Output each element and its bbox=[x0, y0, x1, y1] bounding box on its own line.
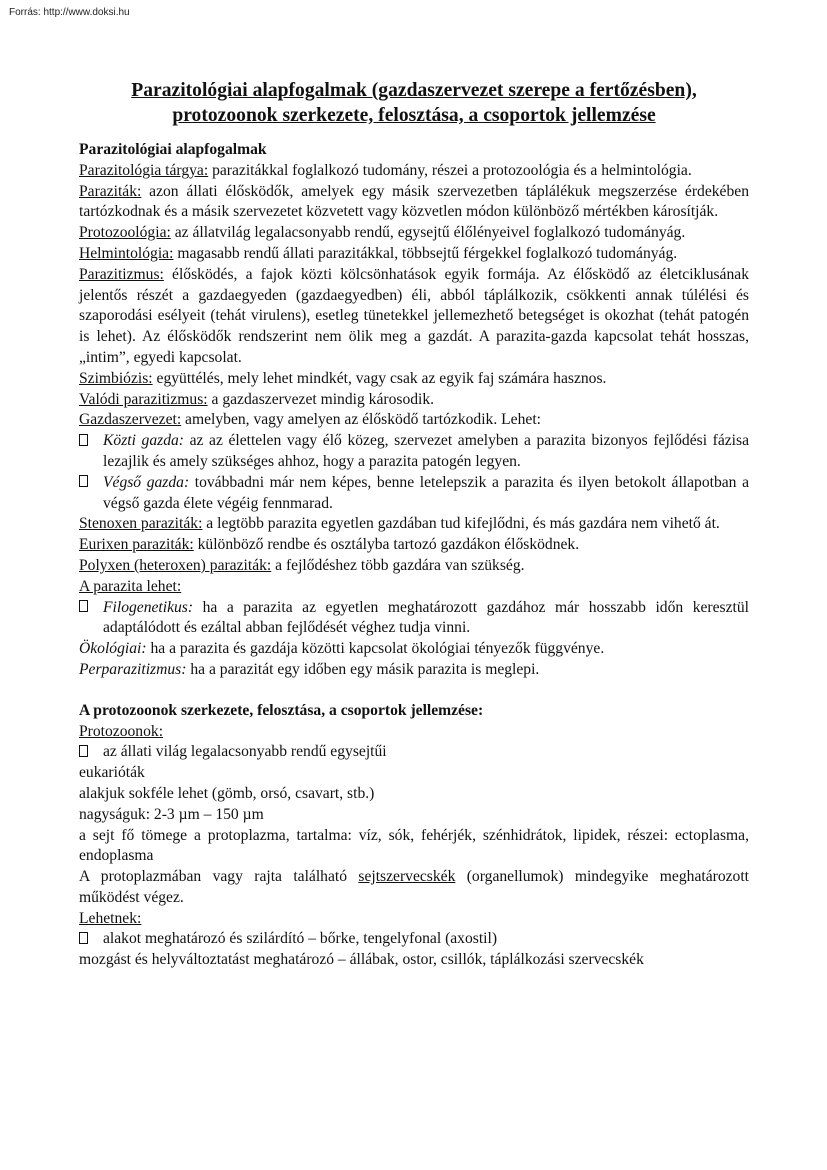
bullet-item bbox=[79, 929, 749, 950]
document-title bbox=[79, 78, 749, 128]
bullet-text: ha a parazita az egyetlen meghatározott gazdához már hosszabb időn keresztül adaptálódott és ezáltal abban fejlődését véghez tudja vinni. bbox=[103, 598, 749, 637]
title-line-1: Parazitológiai alapfogalmak (gazdaszervezet szerepe a fertőzésben), bbox=[131, 80, 697, 101]
definition-text: amelyben, vagy amelyen az élősködő tartózkodik. Lehet: bbox=[181, 411, 541, 429]
definition-paragraph bbox=[79, 535, 749, 556]
bullet-text: az az élettelen vagy élő közeg, szervezet amelyben a parazita bizonyos fejlődési fázisa lezajlik és amely szükséges ahhoz, hogy a parazita patogén legyen. bbox=[103, 432, 749, 470]
bullet-term: Végső gazda: bbox=[103, 473, 190, 491]
definition-term: Valódi parazitizmus: bbox=[79, 390, 208, 408]
body-line: mozgást és helyváltoztatást meghatározó – állábak, ostor, csillók, táplálkozási szervecskék bbox=[79, 951, 644, 969]
bullet-box-icon bbox=[79, 742, 103, 763]
definition-term: Parazitológia tárgya: bbox=[79, 161, 209, 179]
definition-paragraph bbox=[79, 265, 749, 369]
definition-term: Szimbiózis: bbox=[79, 369, 153, 387]
section-heading-basics: Parazitológiai alapfogalmak bbox=[79, 141, 267, 158]
parasite-types-label bbox=[79, 577, 749, 598]
definition-text: magasabb rendű állati parazitákkal, többsejtű férgekkel foglalkozó tudományág. bbox=[173, 244, 678, 262]
definition-text: a gazdaszervezet mindig károsodik. bbox=[207, 390, 435, 408]
organelle-post: (organellumok) mindegyike meghatározott működést végez. bbox=[79, 868, 749, 906]
bullet-term: Filogenetikus: bbox=[103, 598, 194, 616]
bullet-box-icon bbox=[79, 473, 103, 494]
bullet-box-icon bbox=[79, 598, 103, 619]
body-line: a sejt fő tömege a protoplazma, tartalma: víz, sók, fehérjék, szénhidrátok, lipidek, részei: ectoplasma, endoplasma bbox=[79, 826, 749, 865]
document-page bbox=[79, 78, 749, 971]
definition-term: Helmintológia: bbox=[79, 244, 174, 262]
organelle-paragraph bbox=[79, 867, 749, 909]
definition-text: azon állati élősködők, amelyek egy másik szervezetben táplálékuk megszerzése érdekében tartózkodnak és a másik szervezetet közvetett vagy közvetlen módon különböző mértékben károsítják. bbox=[79, 182, 749, 221]
bullet-text: az állati világ legalacsonyabb rendű egysejtűi bbox=[103, 743, 387, 761]
definition-text: a legtöbb parazita egyetlen gazdában tud kifejlődni, és más gazdára nem vihető át. bbox=[202, 515, 720, 533]
bullet-term: Közti gazda: bbox=[103, 432, 184, 450]
definition-term: Parazitizmus: bbox=[79, 265, 164, 283]
definition-paragraph bbox=[79, 369, 749, 390]
body-line: alakjuk sokféle lehet (gömb, orsó, csavart, stb.) bbox=[79, 784, 375, 802]
definition-term: Eurixen paraziták: bbox=[79, 536, 194, 554]
section-heading-protozoa: A protozoonok szerkezete, felosztása, a csoportok jellemzése: bbox=[79, 701, 484, 719]
definition-paragraph bbox=[79, 410, 749, 431]
definition-term: Stenoxen paraziták: bbox=[79, 515, 203, 533]
bullet-item bbox=[79, 473, 749, 515]
can-be-label bbox=[79, 909, 749, 930]
bullet-item bbox=[79, 431, 749, 473]
definition-text: ha a parazitát egy időben egy másik parazita is meglepi. bbox=[186, 660, 540, 678]
definition-text: parazitákkal foglalkozó tudomány, részei a protozoológia és a helmintológia. bbox=[208, 161, 692, 179]
definition-paragraph bbox=[79, 161, 749, 182]
bullet-text: továbbadni már nem képes, benne letelepszik a parazita és ilyen betokolt állapotban a végső gazda élete végéig fennmarad. bbox=[103, 473, 749, 512]
definition-paragraph bbox=[79, 390, 749, 411]
definition-paragraph bbox=[79, 244, 749, 265]
source-url: Forrás: http://www.doksi.hu bbox=[9, 7, 130, 18]
definition-text: együttélés, mely lehet mindkét, vagy csak az egyik faj számára hasznos. bbox=[152, 369, 607, 387]
definition-paragraph bbox=[79, 514, 749, 535]
organelle-term: sejtszervecskék bbox=[358, 868, 456, 886]
definition-text: különböző rendbe és osztályba tartozó gazdákon élősködnek. bbox=[193, 536, 580, 554]
bullet-box-icon bbox=[79, 929, 103, 950]
body-line: nagyságuk: 2-3 µm – 150 µm bbox=[79, 805, 264, 823]
protozoa-label bbox=[79, 722, 749, 743]
definition-paragraph bbox=[79, 182, 749, 224]
can-be-label-text: Lehetnek: bbox=[79, 909, 142, 927]
protozoa-label-text: Protozoonok: bbox=[79, 722, 164, 740]
definition-text: ha a parazita és gazdája közötti kapcsolat ökológiai tényezők függvénye. bbox=[146, 640, 605, 658]
definition-paragraph bbox=[79, 660, 749, 681]
definition-paragraph bbox=[79, 639, 749, 660]
definition-term: Paraziták: bbox=[79, 182, 142, 200]
definition-paragraph bbox=[79, 223, 749, 244]
title-line-2: protozoonok szerkezete, felosztása, a csoportok jellemzése bbox=[172, 105, 656, 126]
definition-text: a fejlődéshez több gazdára van szükség. bbox=[271, 556, 525, 574]
definition-term: Ökológiai: bbox=[79, 640, 147, 658]
bullet-box-icon bbox=[79, 431, 103, 452]
parasite-types-label-text: A parazita lehet: bbox=[79, 577, 182, 595]
body-line: eukarióták bbox=[79, 764, 145, 782]
bullet-item bbox=[79, 598, 749, 640]
definition-text: élősködés, a fajok közti kölcsönhatások egyik formája. Az élősködő az életciklusának jelentős részét a gazdaegyeden (gazdaegyedben) éli, abból táplálkozik, csökkenti annak túlélési és szaporodási esélyeit (tehát virulens), esetleg tünetekkel jellemezhető betegséget is okozhat (tehát patogén is lehet). Az élősködők rendszerint nem ölik meg a gazdát. A parazita-gazda kapcsolat tehát hosszas, „intim”, egyedi kapcsolat. bbox=[79, 265, 749, 366]
definition-term: Protozoológia: bbox=[79, 224, 171, 242]
definition-term: Polyxen (heteroxen) paraziták: bbox=[79, 556, 272, 574]
definition-text: az állatvilág legalacsonyabb rendű, egysejtű élőlényeivel foglalkozó tudományág. bbox=[170, 224, 686, 242]
definition-term: Perparazitizmus: bbox=[79, 660, 187, 678]
definition-term: Gazdaszervezet: bbox=[79, 411, 182, 429]
organelle-pre: A protoplazmában vagy rajta található bbox=[79, 868, 359, 886]
bullet-text: alakot meghatározó és szilárdító – bőrke, tengelyfonal (axostil) bbox=[103, 930, 498, 948]
bullet-item bbox=[79, 742, 749, 763]
definition-paragraph bbox=[79, 556, 749, 577]
